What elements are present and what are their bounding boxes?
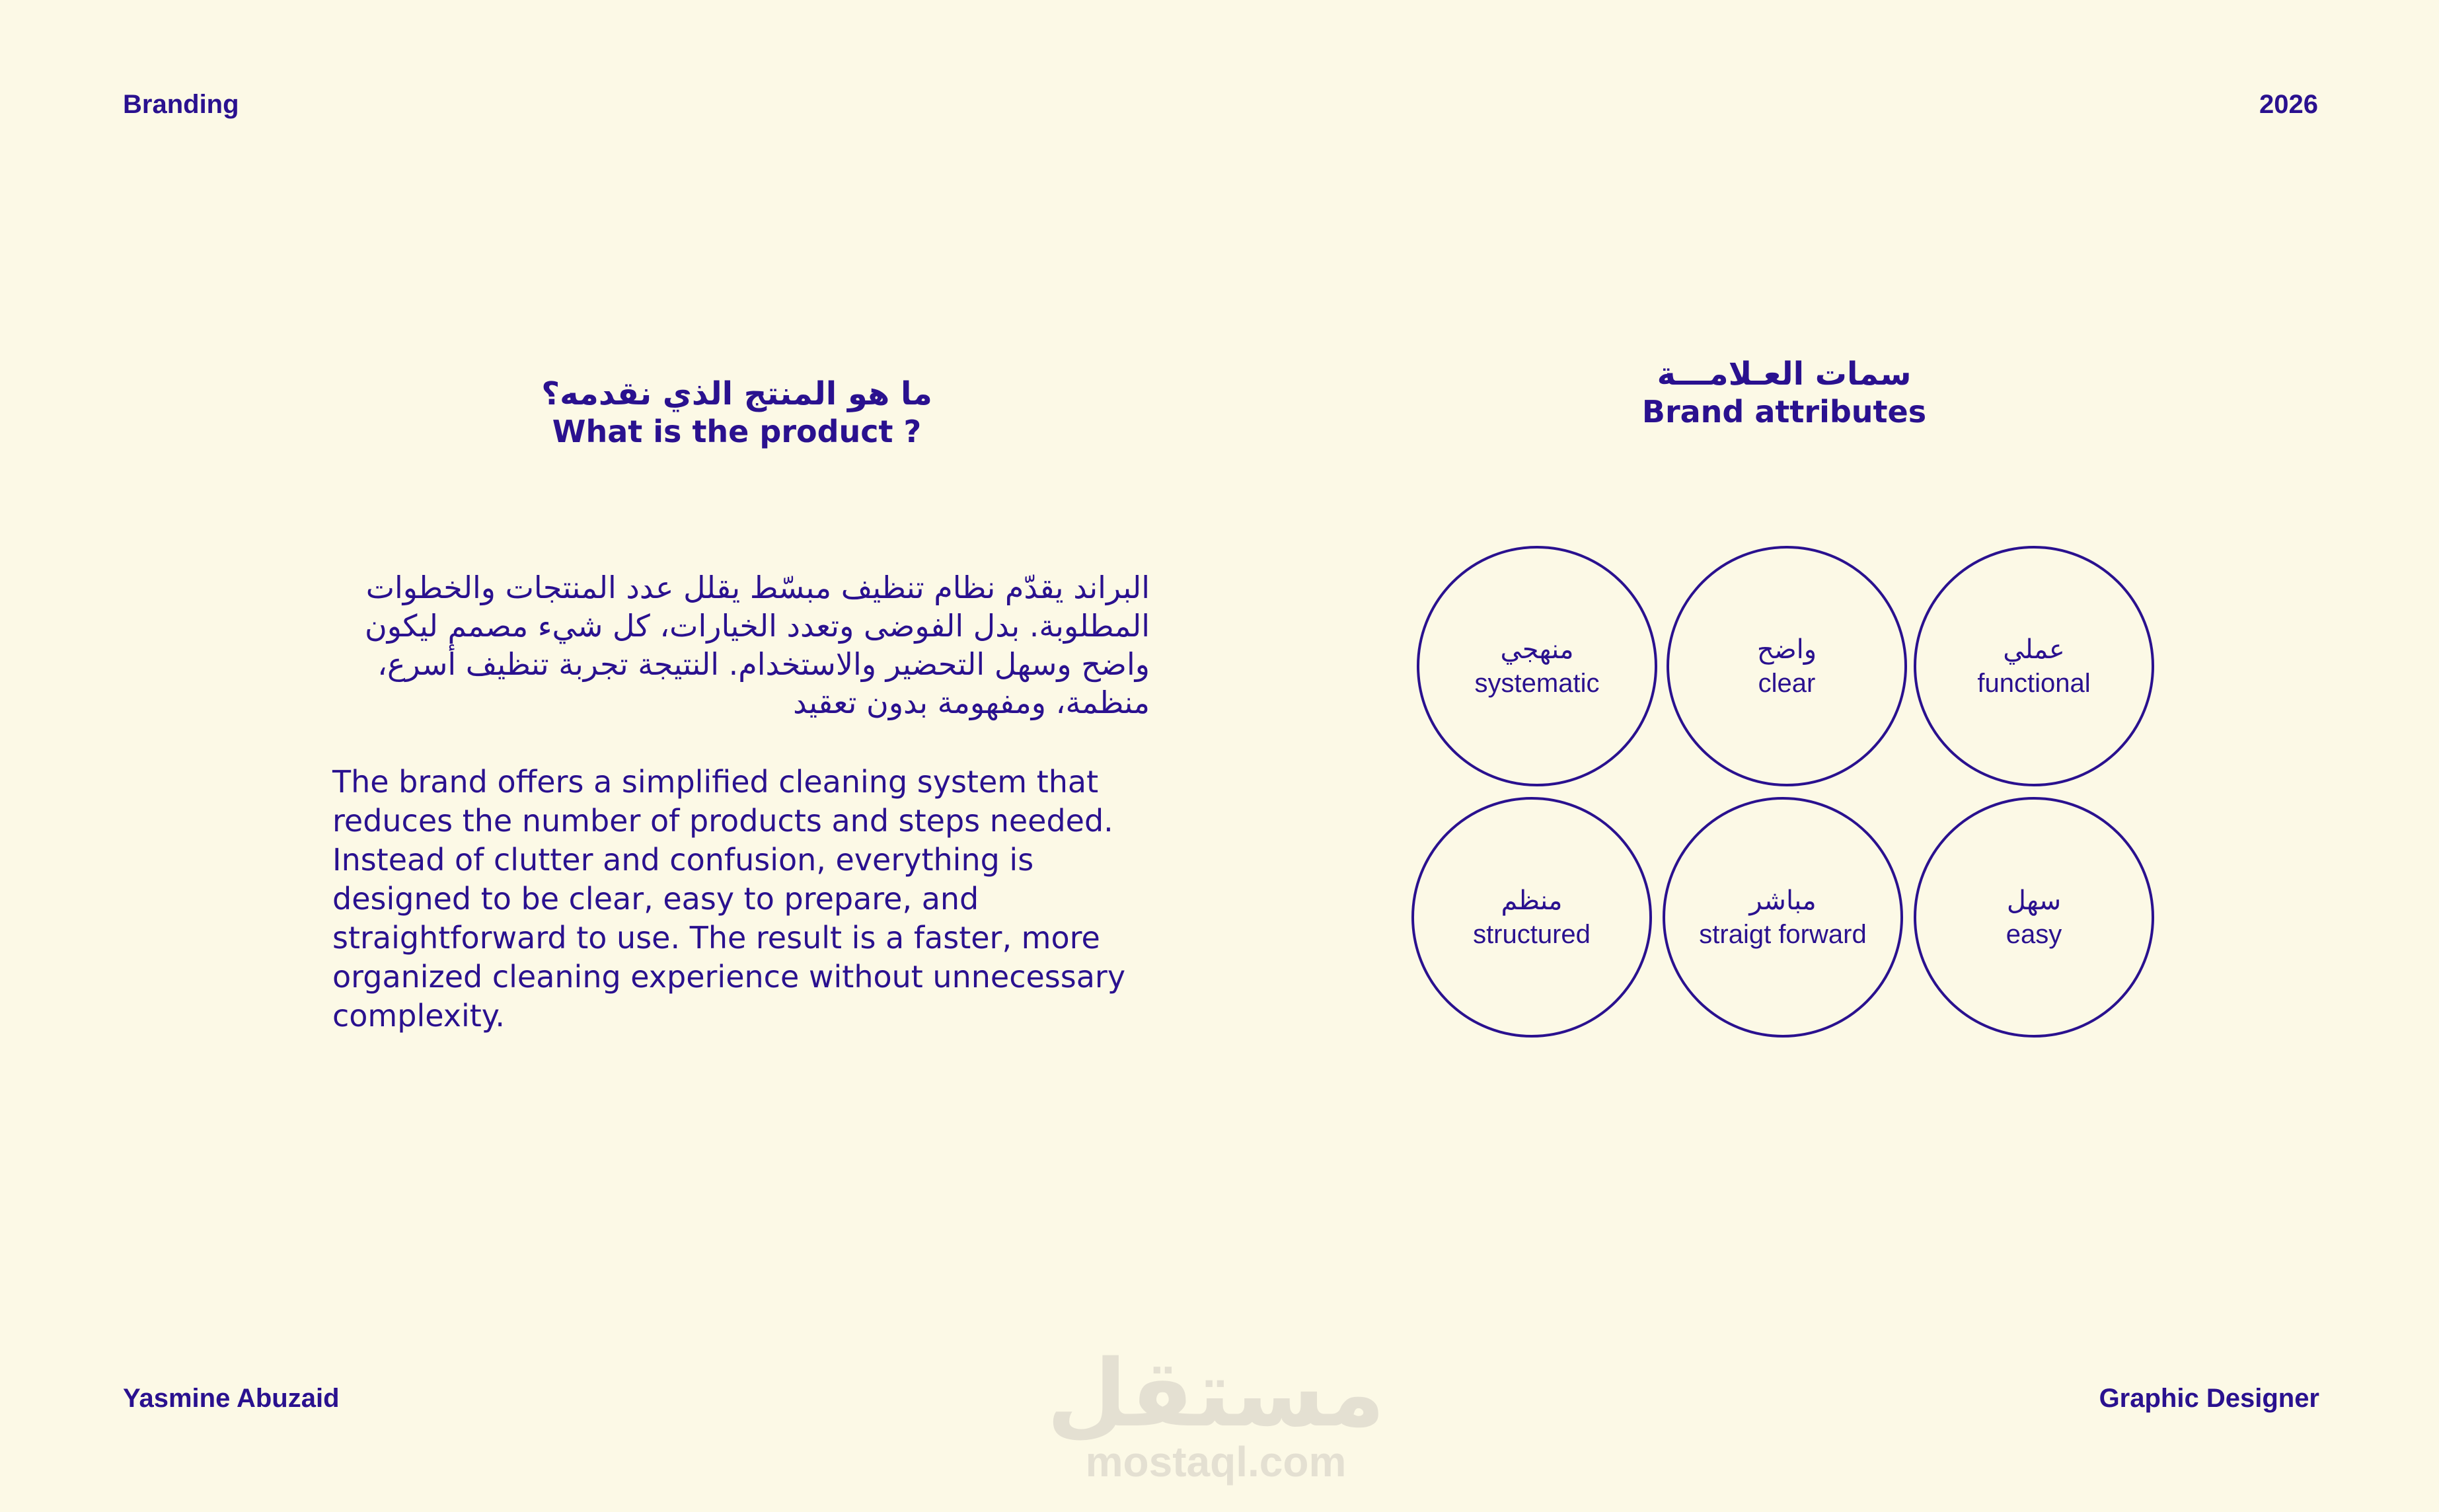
watermark-english: mostaql.com [1085, 1438, 1347, 1486]
attribute-arabic: واضح [1756, 634, 1817, 665]
attribute-circle-clear [1667, 546, 1907, 786]
brand-attributes-heading-arabic: سمات العـلامـــة [1657, 356, 1912, 393]
brand-attributes-heading [1586, 356, 1982, 430]
attribute-arabic: منظم [1501, 886, 1563, 916]
mostaql-watermark [1044, 1340, 1388, 1486]
attribute-arabic: عملي [2003, 634, 2065, 665]
watermark-arabic: مستقل [1046, 1340, 1385, 1448]
attribute-english: clear [1758, 669, 1816, 698]
attribute-circle-straight-forward [1663, 797, 1903, 1038]
attribute-english: systematic [1474, 669, 1600, 698]
attribute-circle-structured [1411, 797, 1652, 1038]
header-year-label: 2026 [2259, 90, 2318, 119]
attribute-circle-easy [1914, 797, 2154, 1038]
header-branding-label: Branding [123, 90, 239, 119]
footer-designer-name: Yasmine Abuzaid [123, 1384, 340, 1413]
attribute-circle-functional [1914, 546, 2154, 786]
attribute-arabic: منهجي [1500, 634, 1574, 665]
attribute-english: straigt forward [1699, 920, 1867, 949]
attribute-arabic: مباشر [1749, 886, 1817, 916]
attribute-english: easy [2006, 920, 2062, 949]
product-description-english: The brand offers a simplified cleaning system that reduces the number of products and steps needed. Instead of clutter and confusion, everything is designed to be clear, easy to prepare, and straightforward to use. The result is a faster, more organized cleaning experience without unnecessary complexity. [332, 764, 1126, 1034]
product-heading [515, 375, 958, 450]
attribute-circle-systematic [1417, 546, 1657, 786]
attribute-english: structured [1473, 920, 1591, 949]
product-heading-english: What is the product ? [552, 413, 922, 449]
product-heading-arabic: ما هو المنتج الذي نقدمه؟ [541, 375, 932, 412]
brand-attributes-heading-english: Brand attributes [1641, 393, 1927, 430]
attribute-arabic: سهل [2006, 886, 2062, 916]
footer-designer-role: Graphic Designer [2099, 1384, 2319, 1413]
attribute-english: functional [1977, 669, 2091, 698]
product-description-arabic: البراند يقدّم نظام تنظيف مبسّط يقلل عدد المنتجات والخطوات المطلوبة. بدل الفوضى وتعدد الخيارات، كل شيء مصمم ليكون واضح وسهل التحضير والاستخدام. النتيجة تجربة تنظيف أسرع، منظمة، ومفهومة بدون تعقيد [365, 570, 1150, 720]
